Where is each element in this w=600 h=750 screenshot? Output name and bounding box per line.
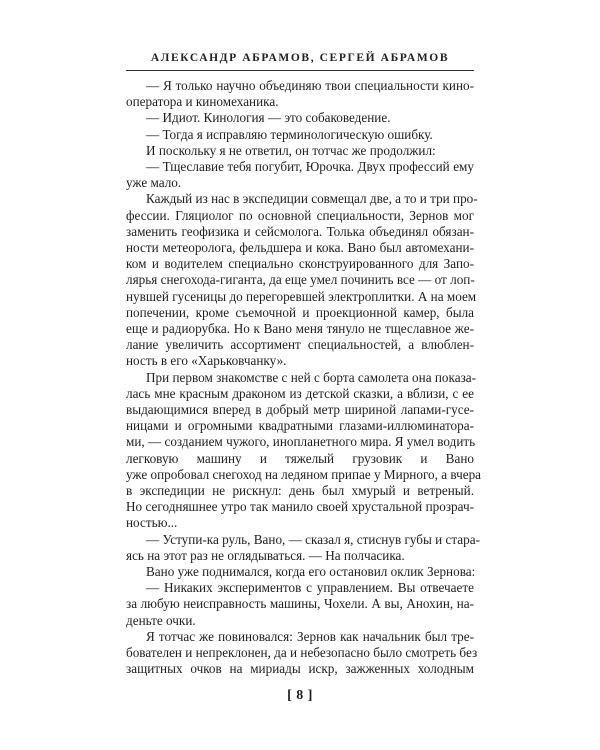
text-line: Каждый из нас в экспедиции совмещал две, а то и три про-	[146, 191, 478, 207]
text-line: защитных очков на мириады искр, зажженных холодным	[126, 661, 474, 677]
text-line: попечении, кроме съемочной и проекционной камер, была	[126, 304, 474, 320]
text-line: за любую неисправность машины, Чохели. А вы, Анохин, на-	[126, 596, 474, 612]
text-line: При первом знакомстве с ней с борта самолета она показа-	[146, 369, 477, 385]
text-line: ми, — созданием чужого, инопланетного мира. Я умел водить	[126, 434, 476, 450]
body-text	[0, 78, 600, 678]
text-line: — Тщеславие тебя погубит, Юрочка. Двух профессий ему	[146, 159, 474, 174]
text-line: — Идиот. Кинология — это собаковедение.	[146, 110, 391, 126]
text-line: уже мало.	[126, 175, 182, 191]
text-line: деньте очки.	[126, 612, 196, 628]
text-line: выдающимися вперед в добрый метр шириной лапами-гусе-	[126, 402, 474, 417]
text-line: ницами и огромными квадратными глазами-иллюминатора-	[126, 418, 474, 434]
text-line: в экспедиции не рискнул: день был хмурый и ветреный.	[126, 483, 474, 498]
text-line: бователен и непреклонен, да и небезопасно было смотреть без	[126, 645, 478, 660]
text-line: лярья снегохода-гиганта, да еще умел починить все — от лоп-	[126, 272, 475, 288]
text-line: ность в его «Харьковчанку».	[126, 353, 287, 369]
text-line: еще и радиорубка. Но к Вано меня тянуло не тщеславное же-	[126, 321, 474, 336]
text-line: — Я только научно объединяю твои специальности кино-	[146, 78, 474, 93]
text-line: ностью...	[126, 515, 178, 531]
text-line: заменить геофизика и сейсмолога. Толька объединял обязан-	[126, 223, 474, 239]
text-line: И поскольку я не ответил, он тотчас же продолжил:	[146, 142, 436, 158]
header-rule	[126, 70, 474, 71]
text-line: Но сегодняшнее утро так манило своей хрустальной прозрач-	[126, 499, 474, 515]
running-head: АЛЕКСАНДР АБРАМОВ, СЕРГЕЙ АБРАМОВ	[150, 52, 450, 64]
page-number: [ 8 ]	[287, 688, 313, 703]
text-line: уже опробовал снегоход на ледяном припае у Мирного, а вчера	[126, 466, 482, 482]
text-line: — Никаких экспериментов с управлением. Вы отвечаете	[146, 580, 474, 596]
text-line: оператора и киномеханика.	[126, 94, 279, 110]
text-line: — Уступи-ка руль, Вано, — сказал я, стиснув губы и стара-	[146, 531, 480, 547]
text-line: лась мне красным драконом из детской сказки, а вблизи, с ее	[126, 385, 474, 401]
text-line: Я тотчас же повиновался: Зернов как начальник был тре-	[146, 628, 474, 644]
text-line: ясь на этот раз не оглядываться. — На полчасика.	[126, 547, 405, 563]
text-line: Вано уже поднимался, когда его остановил оклик Зернова:	[146, 564, 476, 579]
text-line: легковую машину и тяжелый грузовик и Вано	[126, 450, 474, 466]
text-line: лание увеличить ассортимент специальностей, а влюблен-	[126, 337, 474, 353]
text-line: — Тогда я исправляю терминологическую ошибку.	[146, 126, 433, 142]
text-line: ком и водителем специально сконструированного для Запо-	[126, 256, 474, 272]
text-line: фессии. Гляциолог по основной специальности, Зернов мог	[126, 207, 474, 223]
text-line: ности метеоролога, фельдшера и кока. Вано был автомехани-	[126, 240, 474, 255]
text-line: нувшей гусеницы до перегоревшей электроплитки. А на моем	[126, 288, 477, 304]
